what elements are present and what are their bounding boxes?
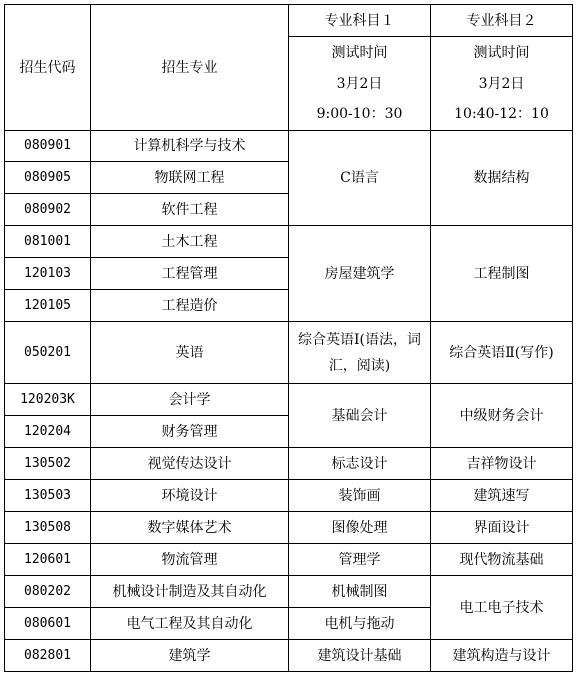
row-major: 机械设计制造及其自动化 [91,576,289,608]
subject-2-cell: 建筑构造与设计 [431,640,573,672]
row-code: 130508 [5,512,91,544]
row-code: 080902 [5,194,91,226]
row-major: 计算机科学与技术 [91,131,289,162]
table-row [5,576,573,608]
header-subject-2: 专业科目２ [431,5,573,37]
header-test-time-2: 测试时间 [431,37,573,69]
subject-1-cell: 基础会计 [289,384,431,448]
subject-1-cell: 装饰画 [289,480,431,512]
header-time-1: 9:00-10：30 [289,99,431,131]
header-subject-1: 专业科目１ [289,5,431,37]
row-code: 130502 [5,448,91,480]
subject-2-cell: 中级财务会计 [431,384,573,448]
row-code: 082801 [5,640,91,672]
table-row [5,384,573,416]
row-code: 120203K [5,384,91,416]
header-date-1: 3月2日 [289,69,431,99]
row-code: 120105 [5,290,91,322]
subject-1-cell: 电机与拖动 [289,608,431,640]
subject-2-cell: 现代物流基础 [431,544,573,576]
subject-1-cell: 建筑设计基础 [289,640,431,672]
header-time-2: 10:40-12：10 [431,99,573,131]
row-major: 会计学 [91,384,289,416]
row-major: 数字媒体艺术 [91,512,289,544]
row-code: 130503 [5,480,91,512]
row-major: 物流管理 [91,544,289,576]
header-test-time-1: 测试时间 [289,37,431,69]
table-row [5,448,573,480]
subject-1-cell: 图像处理 [289,512,431,544]
table-row [5,226,573,258]
table-row [5,131,573,162]
subject-1-cell: 标志设计 [289,448,431,480]
subject-1-cell: 机械制图 [289,576,431,608]
row-major: 建筑学 [91,640,289,672]
row-code: 120103 [5,258,91,290]
subject-1-cell: C语言 [289,131,431,226]
header-major: 招生专业 [91,5,289,131]
table-row [5,480,573,512]
row-major: 环境设计 [91,480,289,512]
row-major: 财务管理 [91,416,289,448]
table-row [5,512,573,544]
exam-subject-table [4,4,573,672]
subject-1-cell: 管理学 [289,544,431,576]
row-code: 050201 [5,322,91,384]
subject-2-cell: 吉祥物设计 [431,448,573,480]
row-major: 工程管理 [91,258,289,290]
row-major: 物联网工程 [91,162,289,194]
header-row [5,5,573,37]
subject-2-cell: 电工电子技术 [431,576,573,640]
row-code: 081001 [5,226,91,258]
subject-2-cell: 数据结构 [431,131,573,226]
subject-1-cell: 房屋建筑学 [289,226,431,322]
subject-2-cell: 建筑速写 [431,480,573,512]
header-code: 招生代码 [5,5,91,131]
row-major: 土木工程 [91,226,289,258]
subject-2-cell: 工程制图 [431,226,573,322]
row-code: 120601 [5,544,91,576]
table-row [5,322,573,384]
row-major: 工程造价 [91,290,289,322]
table-row [5,544,573,576]
row-code: 080202 [5,576,91,608]
row-major: 电气工程及其自动化 [91,608,289,640]
subject-1-cell: 综合英语Ⅰ(语法，词汇，阅读) [289,322,431,384]
row-code: 080905 [5,162,91,194]
row-code: 080901 [5,131,91,162]
row-code: 120204 [5,416,91,448]
subject-2-cell: 综合英语Ⅱ(写作) [431,322,573,384]
subject-2-cell: 界面设计 [431,512,573,544]
row-major: 英语 [91,322,289,384]
header-date-2: 3月2日 [431,69,573,99]
table-row [5,640,573,672]
row-major: 视觉传达设计 [91,448,289,480]
row-major: 软件工程 [91,194,289,226]
row-code: 080601 [5,608,91,640]
